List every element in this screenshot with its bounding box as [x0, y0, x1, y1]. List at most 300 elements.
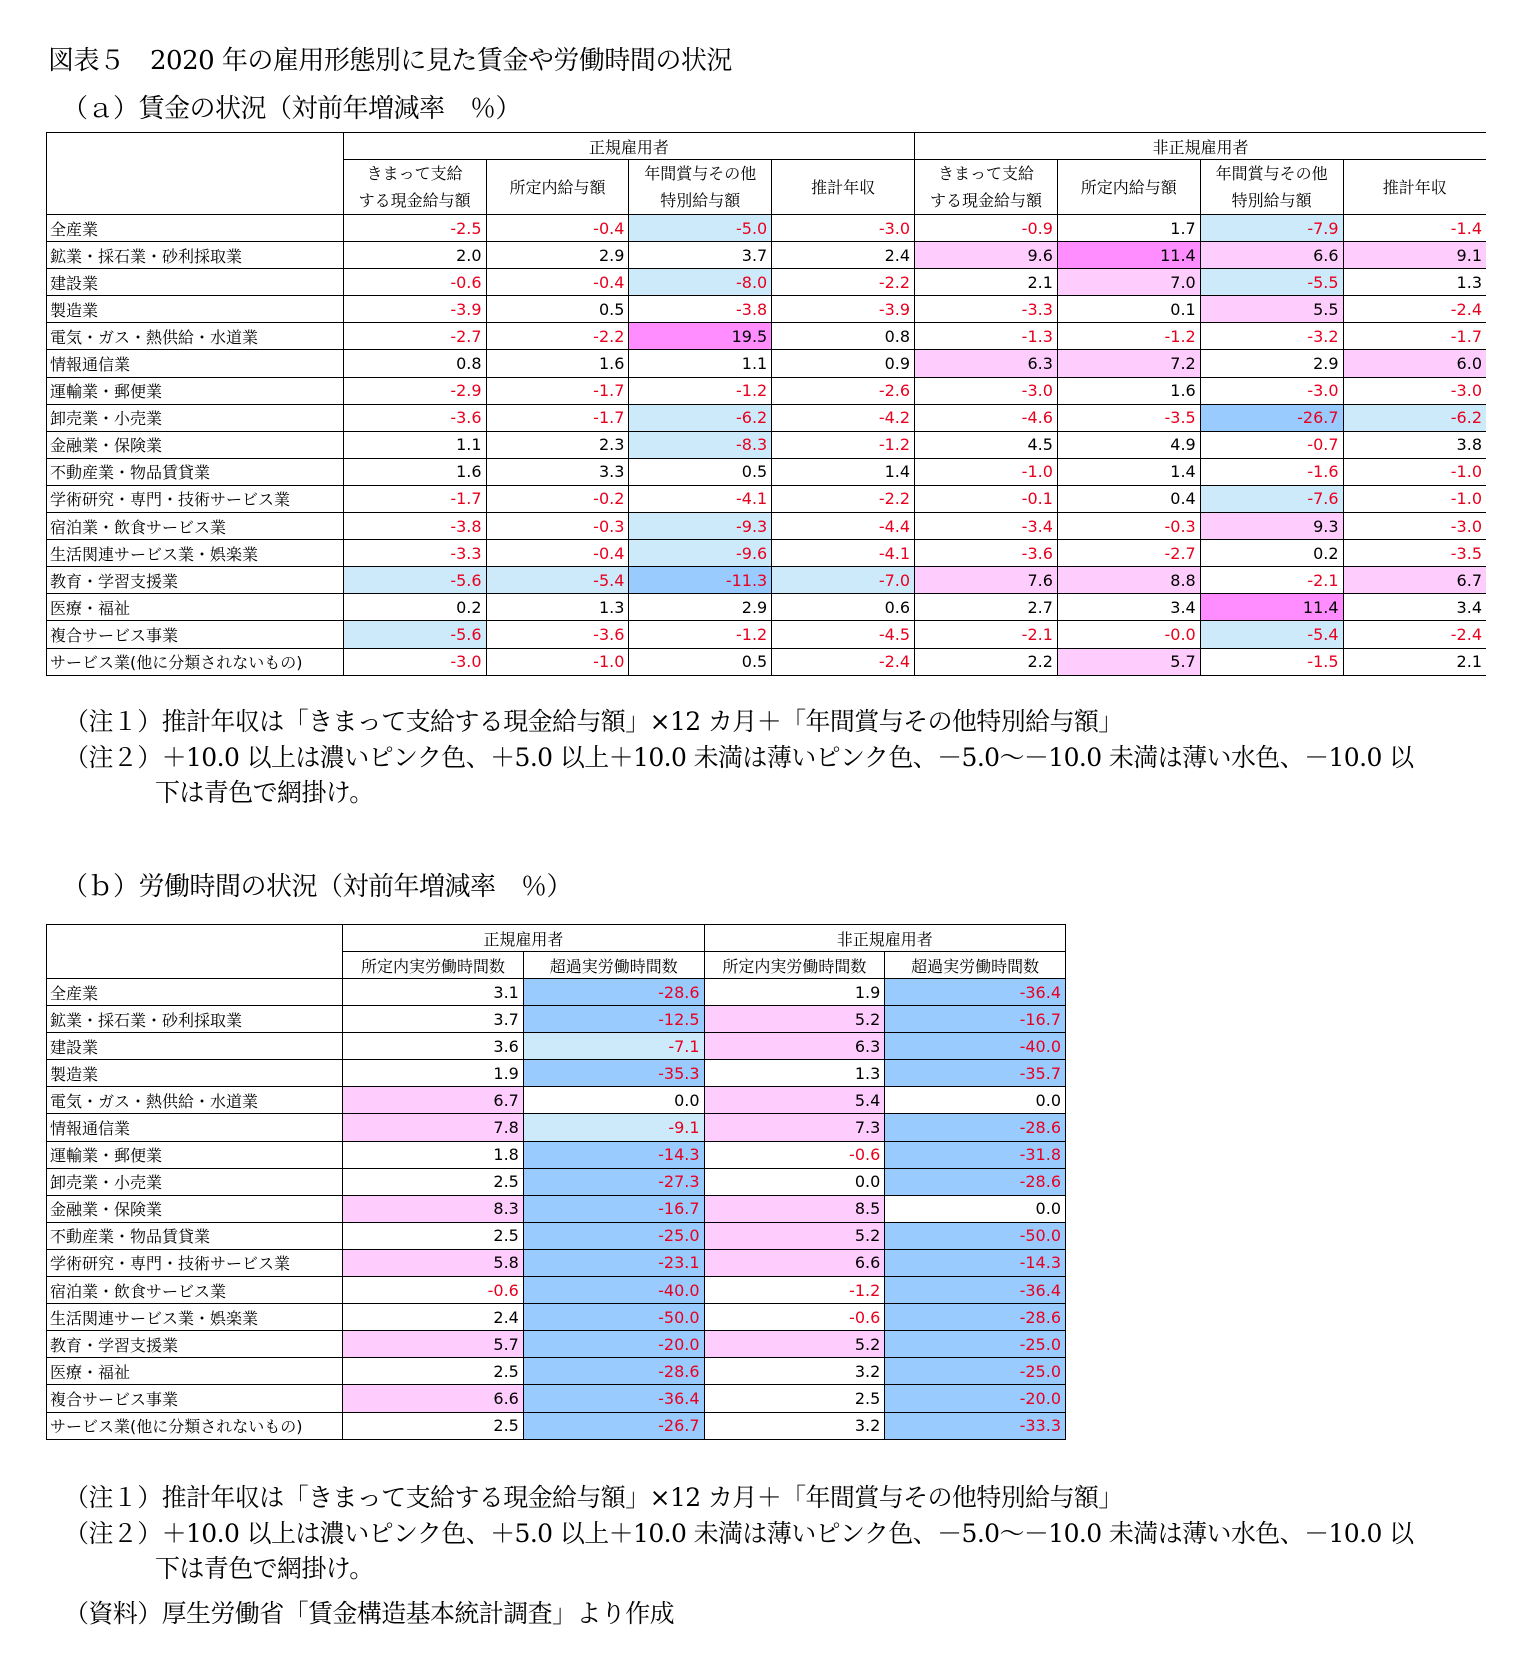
- table-cell: -20.0: [885, 1385, 1066, 1412]
- corner-cell: [47, 133, 344, 215]
- section-a-title: （ａ）賃金の状況（対前年増減率 ％）: [62, 94, 522, 124]
- row-label: 全産業: [47, 215, 344, 242]
- table-cell: 2.5: [343, 1222, 524, 1249]
- table-cell: -2.2: [486, 323, 629, 350]
- table-cell: 3.2: [704, 1358, 885, 1385]
- table-cell: 0.5: [629, 458, 772, 485]
- table-cell: 1.9: [343, 1060, 524, 1087]
- table-row: [47, 1114, 1066, 1141]
- row-label: 金融業・保険業: [47, 1195, 343, 1222]
- table-cell: 4.5: [915, 431, 1058, 458]
- table-row: [47, 1358, 1066, 1385]
- table-cell: 5.4: [704, 1087, 885, 1114]
- table-cell: -6.2: [1343, 404, 1486, 431]
- table-cell: -5.6: [343, 621, 486, 648]
- table-cell: -9.3: [629, 513, 772, 540]
- table-cell: -25.0: [885, 1331, 1066, 1358]
- table-cell: 8.3: [343, 1195, 524, 1222]
- table-row: [47, 296, 1487, 323]
- table-cell: -1.6: [1200, 458, 1343, 485]
- table-cell: -0.3: [486, 513, 629, 540]
- table-cell: 19.5: [629, 323, 772, 350]
- table-cell: 2.2: [915, 648, 1058, 675]
- note-a-3: 下は青色で網掛け。: [155, 778, 374, 807]
- table-cell: -0.4: [486, 269, 629, 296]
- row-label: 医療・福祉: [47, 594, 344, 621]
- table-cell: -3.8: [343, 513, 486, 540]
- table-cell: 2.7: [915, 594, 1058, 621]
- table-cell: -2.4: [1343, 621, 1486, 648]
- table-cell: -1.2: [629, 377, 772, 404]
- row-label: 複合サービス事業: [47, 621, 344, 648]
- table-row: [47, 1060, 1066, 1087]
- row-label: 医療・福祉: [47, 1358, 343, 1385]
- table-cell: -3.6: [915, 540, 1058, 567]
- table-cell: -1.7: [343, 485, 486, 512]
- table-cell: 2.4: [772, 242, 915, 269]
- table-cell: 11.4: [1200, 594, 1343, 621]
- table-cell: -35.3: [523, 1060, 704, 1087]
- table-cell: -9.1: [523, 1114, 704, 1141]
- row-label: 建設業: [47, 269, 344, 296]
- column-header: 年間賞与その他 特別給与額: [1200, 160, 1343, 215]
- table-cell: 1.6: [343, 458, 486, 485]
- table-cell: -36.4: [523, 1385, 704, 1412]
- column-header: 所定内給与額: [486, 160, 629, 215]
- table-cell: -3.6: [343, 404, 486, 431]
- column-header: 推計年収: [772, 160, 915, 215]
- table-cell: -28.6: [885, 1114, 1066, 1141]
- table-row: [47, 1087, 1066, 1114]
- table-cell: -5.5: [1200, 269, 1343, 296]
- table-cell: -3.3: [915, 296, 1058, 323]
- table-row: [47, 979, 1066, 1006]
- table-cell: -3.4: [915, 513, 1058, 540]
- table-cell: -26.7: [1200, 404, 1343, 431]
- table-cell: -1.5: [1200, 648, 1343, 675]
- table-cell: 6.6: [704, 1249, 885, 1276]
- table-cell: 3.7: [629, 242, 772, 269]
- table-cell: -5.4: [486, 567, 629, 594]
- table-cell: 7.8: [343, 1114, 524, 1141]
- row-label: 情報通信業: [47, 1114, 343, 1141]
- table-cell: -35.7: [885, 1060, 1066, 1087]
- table-cell: -31.8: [885, 1141, 1066, 1168]
- table-cell: -3.3: [343, 540, 486, 567]
- table-cell: 3.7: [343, 1006, 524, 1033]
- table-row: [47, 648, 1487, 675]
- row-label: 金融業・保険業: [47, 431, 344, 458]
- row-label: 学術研究・専門・技術サービス業: [47, 485, 344, 512]
- table-row: [47, 1006, 1066, 1033]
- table-cell: -4.5: [772, 621, 915, 648]
- table-cell: -50.0: [885, 1222, 1066, 1249]
- table-cell: 2.5: [343, 1358, 524, 1385]
- table-cell: 3.6: [343, 1033, 524, 1060]
- table-cell: -1.0: [1343, 485, 1486, 512]
- table-cell: -0.6: [704, 1304, 885, 1331]
- table-cell: -11.3: [629, 567, 772, 594]
- table-cell: -26.7: [523, 1412, 704, 1439]
- table-cell: -3.0: [1200, 377, 1343, 404]
- table-cell: -23.1: [523, 1249, 704, 1276]
- table-cell: -28.6: [885, 1168, 1066, 1195]
- table-cell: 9.3: [1200, 513, 1343, 540]
- table-cell: -1.2: [629, 621, 772, 648]
- table-row: [47, 1249, 1066, 1276]
- table-cell: 2.3: [486, 431, 629, 458]
- table-cell: 1.3: [1343, 269, 1486, 296]
- table-cell: -28.6: [523, 1358, 704, 1385]
- figure-title: 図表５ 2020 年の雇用形態別に見た賃金や労働時間の状況: [48, 46, 732, 76]
- table-cell: -25.0: [523, 1222, 704, 1249]
- table-cell: -9.6: [629, 540, 772, 567]
- table-cell: -3.2: [1200, 323, 1343, 350]
- table-cell: -2.2: [772, 269, 915, 296]
- table-cell: 1.6: [1057, 377, 1200, 404]
- table-row: [47, 1304, 1066, 1331]
- table-cell: 4.9: [1057, 431, 1200, 458]
- table-cell: 5.2: [704, 1222, 885, 1249]
- table-row: [47, 1277, 1066, 1304]
- section-b-title: （ｂ）労働時間の状況（対前年増減率 ％）: [62, 872, 573, 902]
- source-note: （資料）厚生労働省「賃金構造基本統計調査」より作成: [64, 1599, 675, 1628]
- row-label: 鉱業・採石業・砂利採取業: [47, 1006, 343, 1033]
- row-label: 複合サービス事業: [47, 1385, 343, 1412]
- table-cell: -7.0: [772, 567, 915, 594]
- table-cell: -3.5: [1057, 404, 1200, 431]
- table-cell: -1.0: [1343, 458, 1486, 485]
- table-cell: 2.1: [1343, 648, 1486, 675]
- table-cell: 0.5: [629, 648, 772, 675]
- table-row: [47, 269, 1487, 296]
- table-cell: -1.7: [1343, 323, 1486, 350]
- table-cell: 1.9: [704, 979, 885, 1006]
- table-cell: -14.3: [885, 1249, 1066, 1276]
- row-label: サービス業(他に分類されないもの): [47, 1412, 343, 1439]
- table-cell: 6.6: [343, 1385, 524, 1412]
- table-row: [47, 1141, 1066, 1168]
- table-cell: -1.0: [915, 458, 1058, 485]
- table-cell: -14.3: [523, 1141, 704, 1168]
- table-cell: -4.1: [772, 540, 915, 567]
- column-header: 超過実労働時間数: [523, 952, 704, 979]
- table-cell: -20.0: [523, 1331, 704, 1358]
- table-cell: 0.2: [343, 594, 486, 621]
- row-label: 教育・学習支援業: [47, 1331, 343, 1358]
- row-label: 建設業: [47, 1033, 343, 1060]
- group-header-nonregular: 非正規雇用者: [915, 133, 1486, 160]
- row-label: 学術研究・専門・技術サービス業: [47, 1249, 343, 1276]
- table-cell: -2.9: [343, 377, 486, 404]
- table-cell: 5.7: [343, 1331, 524, 1358]
- table-cell: -8.0: [629, 269, 772, 296]
- table-cell: 5.2: [704, 1006, 885, 1033]
- note-a-2: （注２）＋10.0 以上は濃いピンク色、＋5.0 以上＋10.0 未満は薄いピンク色、－5.0～－10.0 未満は薄い水色、－10.0 以: [64, 743, 1414, 772]
- table-cell: -0.0: [1057, 621, 1200, 648]
- table-cell: 0.0: [523, 1087, 704, 1114]
- row-label: 宿泊業・飲食サービス業: [47, 513, 344, 540]
- table-cell: 2.0: [343, 242, 486, 269]
- row-label: 不動産業・物品賃貸業: [47, 1222, 343, 1249]
- table-cell: 6.0: [1343, 350, 1486, 377]
- table-cell: 2.9: [1200, 350, 1343, 377]
- column-header: 年間賞与その他 特別給与額: [629, 160, 772, 215]
- table-cell: -2.7: [343, 323, 486, 350]
- column-header: 所定内給与額: [1057, 160, 1200, 215]
- note-b-2: （注２）＋10.0 以上は濃いピンク色、＋5.0 以上＋10.0 未満は薄いピンク色、－5.0～－10.0 未満は薄い水色、－10.0 以: [64, 1519, 1414, 1548]
- table-cell: 1.3: [704, 1060, 885, 1087]
- table-cell: 5.2: [704, 1331, 885, 1358]
- table-cell: 0.4: [1057, 485, 1200, 512]
- table-cell: -5.6: [343, 567, 486, 594]
- group-header-regular: 正規雇用者: [343, 133, 914, 160]
- row-label: 製造業: [47, 1060, 343, 1087]
- table-cell: -33.3: [885, 1412, 1066, 1439]
- table-row: [47, 377, 1487, 404]
- table-cell: 9.6: [915, 242, 1058, 269]
- table-cell: -50.0: [523, 1304, 704, 1331]
- table-row: [47, 431, 1487, 458]
- table-cell: -0.2: [486, 485, 629, 512]
- note-b-1: （注１）推計年収は「きまって支給する現金給与額」×12 カ月＋「年間賞与その他特別給与額」: [64, 1483, 1123, 1512]
- table-cell: -40.0: [523, 1277, 704, 1304]
- table-cell: -3.0: [1343, 377, 1486, 404]
- table-cell: -40.0: [885, 1033, 1066, 1060]
- table-cell: -8.3: [629, 431, 772, 458]
- table-cell: -1.2: [772, 431, 915, 458]
- column-header: 所定内実労働時間数: [704, 952, 885, 979]
- table-row: [47, 513, 1487, 540]
- table-cell: 6.3: [915, 350, 1058, 377]
- table-cell: 6.7: [343, 1087, 524, 1114]
- table-cell: 2.5: [343, 1412, 524, 1439]
- table-cell: 6.7: [1343, 567, 1486, 594]
- table-cell: -12.5: [523, 1006, 704, 1033]
- table-cell: -3.0: [1343, 513, 1486, 540]
- table-row: [47, 1385, 1066, 1412]
- table-cell: 8.8: [1057, 567, 1200, 594]
- table-row: [47, 1222, 1066, 1249]
- table-cell: -4.4: [772, 513, 915, 540]
- table-cell: -28.6: [885, 1304, 1066, 1331]
- table-cell: -4.2: [772, 404, 915, 431]
- row-label: 全産業: [47, 979, 343, 1006]
- row-label: 電気・ガス・熱供給・水道業: [47, 323, 344, 350]
- column-header: 所定内実労働時間数: [343, 952, 524, 979]
- table-cell: -4.6: [915, 404, 1058, 431]
- table-cell: -0.6: [343, 1277, 524, 1304]
- table-cell: -6.2: [629, 404, 772, 431]
- table-row: [47, 621, 1487, 648]
- table-cell: -3.0: [772, 215, 915, 242]
- column-header: きまって支給 する現金給与額: [915, 160, 1058, 215]
- table-cell: -1.7: [486, 404, 629, 431]
- table-cell: 7.3: [704, 1114, 885, 1141]
- wage-table: [46, 132, 1486, 676]
- table-cell: -3.0: [343, 648, 486, 675]
- table-cell: -0.4: [486, 215, 629, 242]
- table-cell: -16.7: [885, 1006, 1066, 1033]
- table-cell: 2.1: [915, 269, 1058, 296]
- table-cell: 0.1: [1057, 296, 1200, 323]
- table-cell: -2.6: [772, 377, 915, 404]
- table-cell: -0.6: [704, 1141, 885, 1168]
- table-row: [47, 1412, 1066, 1439]
- table-cell: -3.5: [1343, 540, 1486, 567]
- row-label: サービス業(他に分類されないもの): [47, 648, 344, 675]
- table-cell: 7.2: [1057, 350, 1200, 377]
- table-row: [47, 350, 1487, 377]
- table-cell: -1.3: [915, 323, 1058, 350]
- corner-cell: [47, 925, 343, 979]
- table-cell: -7.9: [1200, 215, 1343, 242]
- table-cell: -1.4: [1343, 215, 1486, 242]
- table-cell: -1.7: [486, 377, 629, 404]
- table-cell: 1.8: [343, 1141, 524, 1168]
- column-header: きまって支給 する現金給与額: [343, 160, 486, 215]
- table-cell: 9.1: [1343, 242, 1486, 269]
- table-row: [47, 540, 1487, 567]
- table-cell: 1.3: [486, 594, 629, 621]
- table-cell: 2.9: [486, 242, 629, 269]
- table-cell: 1.6: [486, 350, 629, 377]
- table-cell: 0.0: [885, 1087, 1066, 1114]
- row-label: 電気・ガス・熱供給・水道業: [47, 1087, 343, 1114]
- table-cell: -2.5: [343, 215, 486, 242]
- table-cell: 1.4: [772, 458, 915, 485]
- table-cell: -27.3: [523, 1168, 704, 1195]
- row-label: 宿泊業・飲食サービス業: [47, 1277, 343, 1304]
- table-cell: -0.1: [915, 485, 1058, 512]
- table-cell: -0.3: [1057, 513, 1200, 540]
- table-cell: 8.5: [704, 1195, 885, 1222]
- table-cell: 5.8: [343, 1249, 524, 1276]
- table-cell: -7.6: [1200, 485, 1343, 512]
- table-cell: -4.1: [629, 485, 772, 512]
- table-cell: -2.4: [1343, 296, 1486, 323]
- table-cell: -3.0: [915, 377, 1058, 404]
- table-cell: 2.5: [343, 1168, 524, 1195]
- table-row: [47, 594, 1487, 621]
- table-cell: -2.2: [772, 485, 915, 512]
- row-label: 不動産業・物品賃貸業: [47, 458, 344, 485]
- column-header: 超過実労働時間数: [885, 952, 1066, 979]
- note-b-3: 下は青色で網掛け。: [155, 1554, 374, 1583]
- table-cell: 1.4: [1057, 458, 1200, 485]
- table-row: [47, 485, 1487, 512]
- table-cell: 0.5: [486, 296, 629, 323]
- row-label: 運輸業・郵便業: [47, 1141, 343, 1168]
- table-cell: -0.6: [343, 269, 486, 296]
- table-cell: -3.6: [486, 621, 629, 648]
- table-cell: -2.4: [772, 648, 915, 675]
- row-label: 運輸業・郵便業: [47, 377, 344, 404]
- table-cell: 11.4: [1057, 242, 1200, 269]
- table-row: [47, 215, 1487, 242]
- table-cell: 2.5: [704, 1385, 885, 1412]
- table-cell: 5.7: [1057, 648, 1200, 675]
- row-label: 生活関連サービス業・娯楽業: [47, 1304, 343, 1331]
- table-cell: -2.7: [1057, 540, 1200, 567]
- note-a-1: （注１）推計年収は「きまって支給する現金給与額」×12 カ月＋「年間賞与その他特別給与額」: [64, 707, 1123, 736]
- table-cell: -25.0: [885, 1358, 1066, 1385]
- table-cell: 0.6: [772, 594, 915, 621]
- row-label: 卸売業・小売業: [47, 404, 344, 431]
- table-row: [47, 1331, 1066, 1358]
- table-cell: 5.5: [1200, 296, 1343, 323]
- table-cell: -1.2: [1057, 323, 1200, 350]
- table-cell: 3.8: [1343, 431, 1486, 458]
- table-cell: 7.0: [1057, 269, 1200, 296]
- table-cell: -0.7: [1200, 431, 1343, 458]
- group-header-regular: 正規雇用者: [343, 925, 704, 952]
- table-cell: -36.4: [885, 979, 1066, 1006]
- table-cell: -28.6: [523, 979, 704, 1006]
- table-cell: -7.1: [523, 1033, 704, 1060]
- table-cell: -0.4: [486, 540, 629, 567]
- table-row: [47, 323, 1487, 350]
- table-cell: -3.8: [629, 296, 772, 323]
- table-cell: -3.9: [343, 296, 486, 323]
- table-cell: 0.0: [885, 1195, 1066, 1222]
- table-row: [47, 404, 1487, 431]
- table-row: [47, 458, 1487, 485]
- table-row: [47, 1195, 1066, 1222]
- table-cell: 7.6: [915, 567, 1058, 594]
- column-header: 推計年収: [1343, 160, 1486, 215]
- row-label: 鉱業・採石業・砂利採取業: [47, 242, 344, 269]
- table-cell: -2.1: [1200, 567, 1343, 594]
- table-cell: 3.2: [704, 1412, 885, 1439]
- table-row: [47, 242, 1487, 269]
- table-cell: -0.9: [915, 215, 1058, 242]
- row-label: 製造業: [47, 296, 344, 323]
- table-cell: 3.4: [1343, 594, 1486, 621]
- table-cell: 0.2: [1200, 540, 1343, 567]
- table-cell: 6.3: [704, 1033, 885, 1060]
- table-cell: 3.4: [1057, 594, 1200, 621]
- table-cell: 1.1: [343, 431, 486, 458]
- table-cell: -36.4: [885, 1277, 1066, 1304]
- table-cell: -16.7: [523, 1195, 704, 1222]
- row-label: 卸売業・小売業: [47, 1168, 343, 1195]
- table-cell: 6.6: [1200, 242, 1343, 269]
- table-cell: 0.8: [772, 323, 915, 350]
- table-cell: 1.7: [1057, 215, 1200, 242]
- table-cell: 0.9: [772, 350, 915, 377]
- table-row: [47, 1033, 1066, 1060]
- table-cell: -5.0: [629, 215, 772, 242]
- table-cell: -1.0: [486, 648, 629, 675]
- table-cell: 0.8: [343, 350, 486, 377]
- row-label: 教育・学習支援業: [47, 567, 344, 594]
- row-label: 生活関連サービス業・娯楽業: [47, 540, 344, 567]
- table-cell: -5.4: [1200, 621, 1343, 648]
- table-cell: -1.2: [704, 1277, 885, 1304]
- table-row: [47, 1168, 1066, 1195]
- hours-table: [46, 924, 1066, 1440]
- table-cell: 2.9: [629, 594, 772, 621]
- table-row: [47, 567, 1487, 594]
- table-cell: 3.1: [343, 979, 524, 1006]
- table-cell: 1.1: [629, 350, 772, 377]
- table-cell: -3.9: [772, 296, 915, 323]
- table-cell: 2.4: [343, 1304, 524, 1331]
- table-cell: 3.3: [486, 458, 629, 485]
- row-label: 情報通信業: [47, 350, 344, 377]
- group-header-nonregular: 非正規雇用者: [704, 925, 1065, 952]
